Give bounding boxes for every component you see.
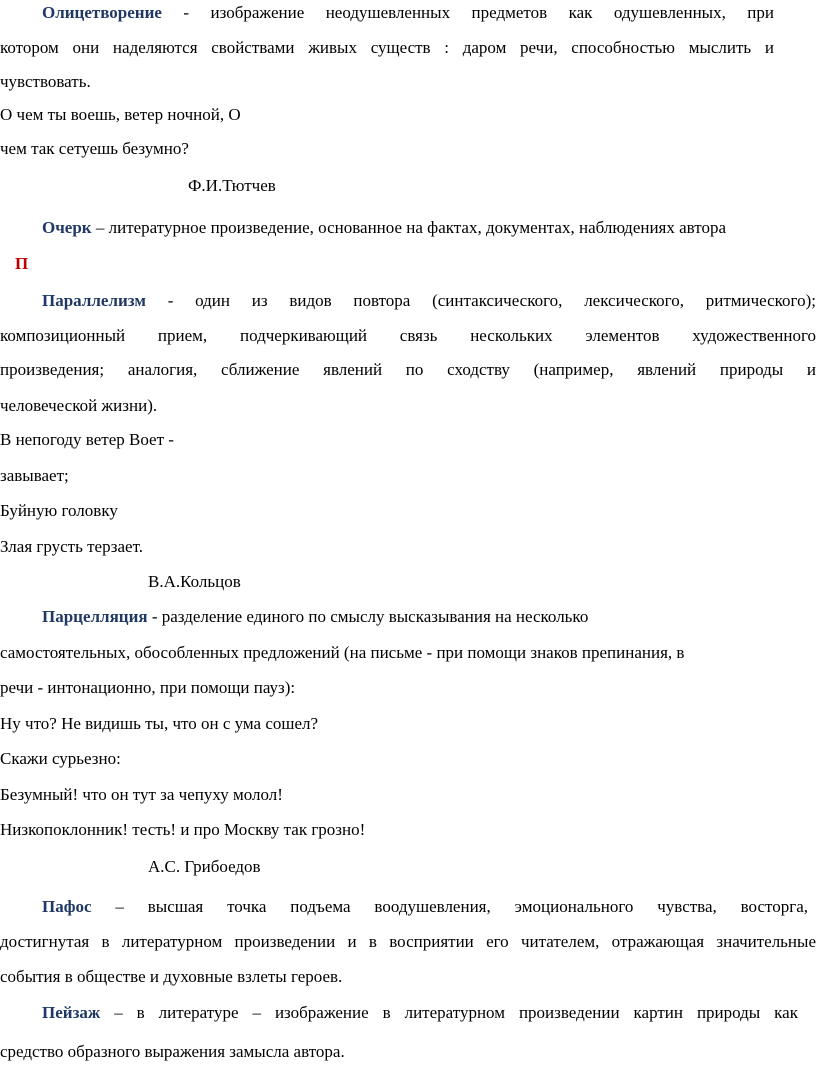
term-ocherk: Очерк (42, 218, 92, 237)
paragraph-line: достигнутая в литературном произведении и в восприятии его читателем, отражающая значительные (0, 932, 816, 951)
paragraph-line: Очерк – литературное произведение, основанное на фактах, документах, наблюдениях автора (42, 218, 727, 237)
quote-author: Ф.И.Тютчев (188, 176, 276, 195)
paragraph-line: Параллелизм - один из видов повтора (синтаксического, лексического, ритмического); (42, 291, 816, 310)
paragraph-line: Парцелляция - разделение единого по смыслу высказывания на несколько (42, 607, 589, 626)
paragraph-line: самостоятельных, обособленных предложений (на письме - при помощи знаков препинания, в (0, 643, 685, 662)
quote-line: завывает; (0, 466, 69, 485)
paragraph-line: средство образного выражения замысла автора. (0, 1042, 345, 1061)
paragraph-line: человеческой жизни). (0, 396, 158, 415)
quote-line: Безумный! что он тут за чепуху молол! (0, 785, 283, 804)
quote-line: Низкопоклонник! тесть! и про Москву так грозно! (0, 820, 366, 839)
quote-line: Ну что? Не видишь ты, что он с ума сошел? (0, 714, 319, 733)
quote-line: В непогоду ветер Воет - (0, 430, 174, 449)
paragraph-line: Пейзаж – в литературе – изображение в литературном произведении картин природы как (42, 1003, 798, 1022)
paragraph-line: речи - интонационно, при помощи пауз): (0, 678, 296, 697)
term-peyzazh: Пейзаж (42, 1003, 101, 1022)
paragraph-line: композиционный прием, подчеркивающий связь нескольких элементов художественного (0, 326, 816, 345)
term-olitsetvorenie: Олицетворение (42, 3, 162, 22)
paragraph-line: котором они наделяются свойствами живых существ : даром речи, способностью мыслить и (0, 38, 774, 57)
quote-line: Злая грусть терзает. (0, 537, 144, 556)
term-parallelizm: Параллелизм (42, 291, 146, 310)
quote-author: В.А.Кольцов (148, 572, 241, 591)
paragraph-line: произведения; аналогия, сближение явлений по сходству (например, явлений природы и (0, 360, 816, 379)
paragraph-line: Пафос – высшая точка подъема воодушевления, эмоционального чувства, восторга, (42, 897, 808, 916)
quote-line: Буйную головку (0, 501, 118, 520)
paragraph-line: чувствовать. (0, 72, 91, 91)
quote-line: Скажи сурьезно: (0, 749, 121, 768)
term-partsellyatsiya: Парцелляция (42, 607, 148, 626)
section-letter: П (15, 254, 29, 273)
quote-line: О чем ты воешь, ветер ночной, О (0, 105, 241, 124)
paragraph-line: события в обществе и духовные взлеты героев. (0, 967, 343, 986)
quote-author: А.С. Грибоедов (148, 857, 261, 876)
quote-line: чем так сетуешь безумно? (0, 139, 189, 158)
paragraph-line: Олицетворение - изображение неодушевленных предметов как одушевленных, при (42, 3, 774, 22)
term-pafos: Пафос (42, 897, 92, 916)
